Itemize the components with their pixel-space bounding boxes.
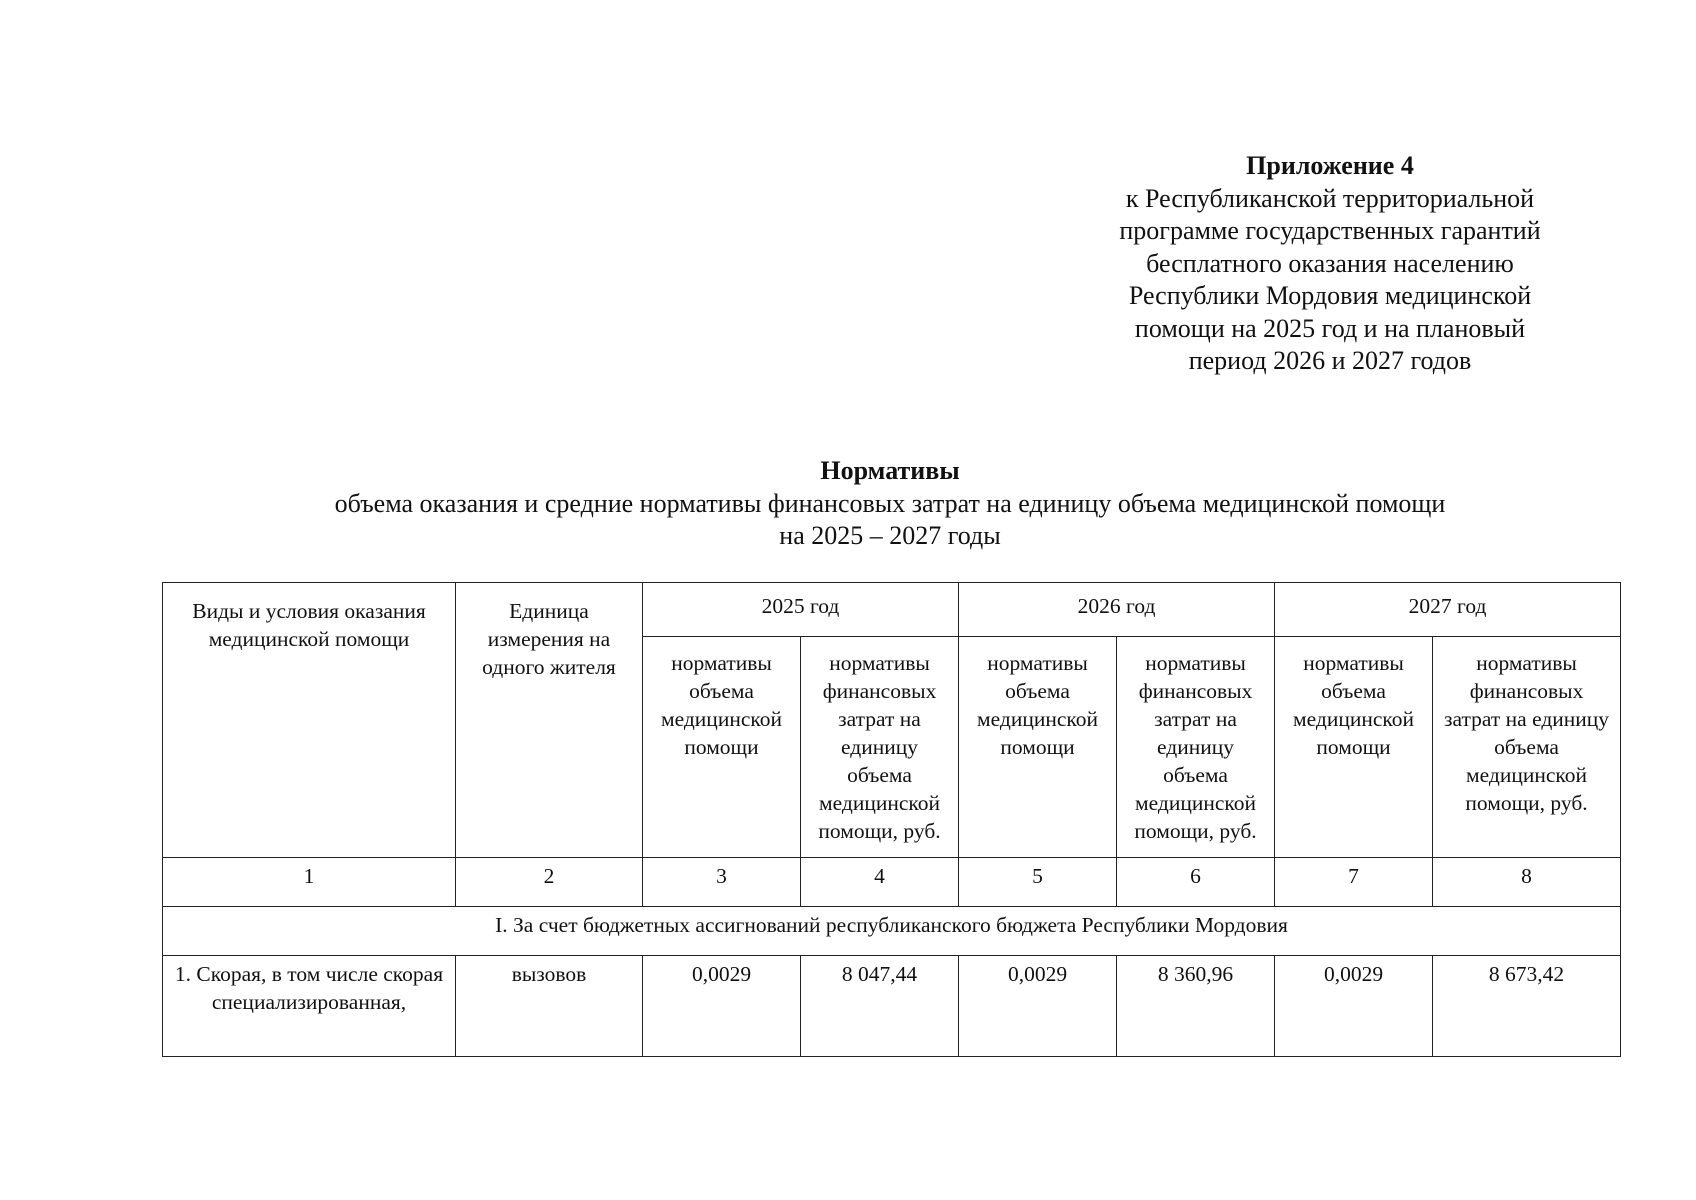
cell-cost-2026: 8 360,96 [1117,956,1275,1057]
header-year-2025: 2025 год [643,583,959,637]
cell-cost-2025: 8 047,44 [801,956,959,1057]
cell-cost-2027: 8 673,42 [1433,956,1621,1057]
column-number: 2 [456,858,643,907]
header-volume-2025: нормативы объема медицинской помощи [643,637,801,858]
column-number: 1 [163,858,456,907]
cell-kind: 1. Скорая, в том числе скорая специализированная, [163,956,456,1057]
appendix-line: период 2026 и 2027 годов [1188,346,1472,375]
header-year-2026: 2026 год [959,583,1275,637]
header-kind: Виды и условия оказания медицинской помощи [163,583,456,858]
column-numbers-row [163,858,1621,907]
header-year-2027: 2027 год [1275,583,1621,637]
cell-volume-2025: 0,0029 [643,956,801,1057]
column-number: 6 [1117,858,1275,907]
cell-unit: вызовов [456,956,643,1057]
section-title: I. За счет бюджетных ассигнований республиканского бюджета Республики Мордовия [163,907,1621,956]
appendix-block [1100,150,1560,378]
appendix-line: Республики Мордовия медицинской [1128,281,1532,310]
document-subtitle-period: на 2025 – 2027 годы [779,521,1001,550]
header-cost-2027: нормативы финансовых затрат на единицу объема медицинской помощи, руб. [1433,637,1621,858]
appendix-line: к Республиканской территориальной [1125,183,1535,213]
appendix-line: бесплатного оказания населению [1146,248,1514,278]
header-cost-2025: нормативы финансовых затрат на единицу объема медицинской помощи, руб. [801,637,959,858]
header-volume-2027: нормативы объема медицинской помощи [1275,637,1433,858]
appendix-title: Приложение 4 [1246,151,1414,180]
column-number: 3 [643,858,801,907]
column-number: 7 [1275,858,1433,907]
header-row-years [163,583,1621,637]
table-row [163,956,1621,1057]
column-number: 5 [959,858,1117,907]
document-heading [0,455,1696,553]
header-unit: Единица измерения на одного жителя [456,583,643,858]
document-title: Нормативы [820,456,960,485]
appendix-line: помощи на 2025 год и на плановый [1134,313,1526,343]
document-subtitle: объема оказания и средние нормативы финансовых затрат на единицу объема медицинской помощи [334,488,1446,518]
column-number: 8 [1433,858,1621,907]
cell-volume-2026: 0,0029 [959,956,1117,1057]
header-volume-2026: нормативы объема медицинской помощи [959,637,1117,858]
norms-table [162,582,1621,1057]
column-number: 4 [801,858,959,907]
appendix-line: программе государственных гарантий [1119,216,1541,245]
header-cost-2026: нормативы финансовых затрат на единицу объема медицинской помощи, руб. [1117,637,1275,858]
cell-volume-2027: 0,0029 [1275,956,1433,1057]
section-row [163,907,1621,956]
